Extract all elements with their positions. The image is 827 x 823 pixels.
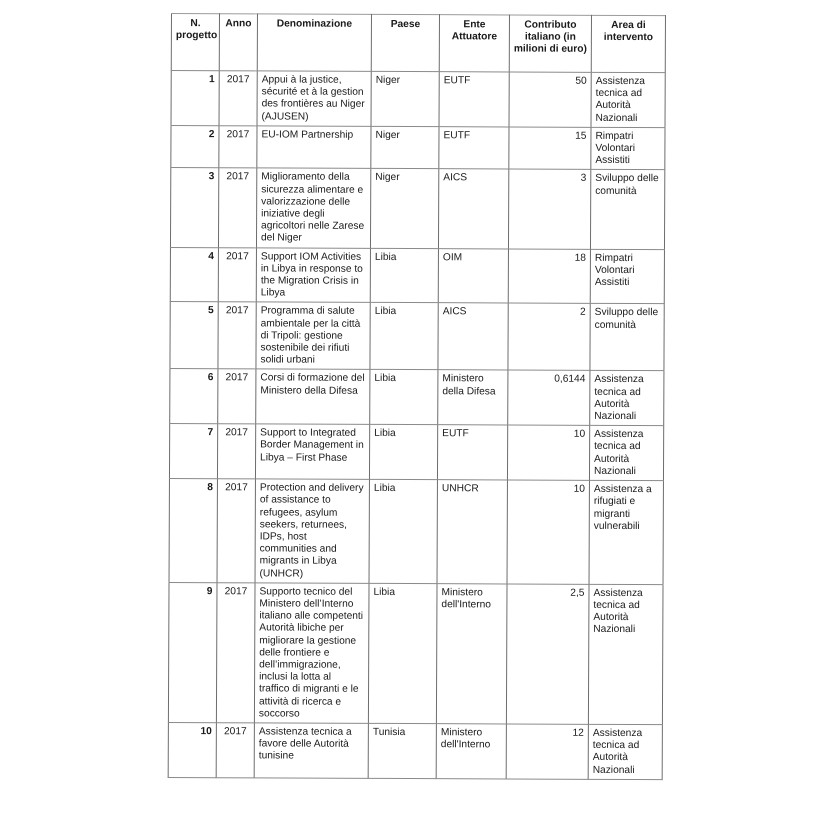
cell-name: Programma di salute ambientale per la città di Tripoli: gestione sostenibile dei rifiuti solidi urbani <box>256 302 370 370</box>
cell-num: 7 <box>169 424 217 479</box>
cell-contribution: 3 <box>508 169 590 249</box>
header-year: Anno <box>219 14 257 71</box>
cell-area: Assistenza tecnica ad Autorità Nazionali <box>591 72 665 127</box>
cell-name: Supporto tecnico del Ministero dell’Interno italiano alle competenti Autorità libiche per migliorare la gestione delle frontiere e dell’immigrazione, inclusi la lotta al traffico di migranti e le attività di ricerca e soccorso <box>254 583 369 724</box>
cell-contribution: 12 <box>506 724 588 779</box>
cell-num: 2 <box>171 125 219 168</box>
cell-area: Sviluppo delle comunità <box>590 304 664 371</box>
cell-year: 2017 <box>219 71 257 126</box>
table-row <box>170 302 664 371</box>
cell-entity: EUTF <box>439 126 509 169</box>
cell-entity: AICS <box>438 303 508 370</box>
cell-entity: OIM <box>438 248 508 303</box>
cell-country: Niger <box>370 169 438 249</box>
cell-contribution: 18 <box>508 249 590 304</box>
cell-num: 9 <box>168 582 217 722</box>
header-area: Area di intervento <box>591 15 665 72</box>
cell-year: 2017 <box>218 247 256 302</box>
cell-country: Libia <box>369 479 437 583</box>
header-country: Paese <box>371 14 439 71</box>
cell-contribution: 2 <box>508 303 590 370</box>
table-row <box>170 247 664 304</box>
cell-area: Assistenza tecnica ad Autorità Nazionali <box>588 724 662 779</box>
cell-year: 2017 <box>218 302 256 369</box>
header-num: N. progetto <box>171 14 219 71</box>
cell-name: Assistenza tecnica a favore delle Autorità tunisine <box>254 723 368 778</box>
cell-area: Sviluppo delle comunità <box>590 170 664 250</box>
cell-contribution: 50 <box>509 72 591 127</box>
cell-area: Assistenza tecnica ad Autorità Nazionali <box>588 584 663 725</box>
cell-entity: Ministero dell'Interno <box>436 583 507 724</box>
cell-num: 10 <box>168 722 216 777</box>
cell-entity: UNHCR <box>437 480 507 584</box>
cell-num: 1 <box>171 71 219 126</box>
table-row <box>168 722 662 779</box>
cell-area: Assistenza a rifugiati e migranti vulnerabili <box>589 480 663 584</box>
table-row <box>169 479 663 585</box>
cell-contribution: 0,6144 <box>508 370 590 425</box>
cell-name: Corsi di formazione del Ministero della Difesa <box>256 369 370 424</box>
header-row <box>171 14 665 73</box>
cell-entity: EUTF <box>437 425 507 480</box>
table-row <box>168 582 663 724</box>
cell-year: 2017 <box>216 723 254 778</box>
cell-area: Assistenza tecnica ad Autorità Nazionali <box>590 371 664 426</box>
cell-entity: Ministero della Difesa <box>438 370 508 425</box>
scanned-page <box>168 13 665 780</box>
cell-country: Libia <box>369 425 437 480</box>
cell-country: Libia <box>370 248 438 303</box>
cell-contribution: 10 <box>507 425 589 480</box>
cell-contribution: 2,5 <box>506 584 589 725</box>
cell-num: 5 <box>170 302 218 369</box>
cell-num: 3 <box>170 168 218 247</box>
header-entity: Ente Attuatore <box>439 15 509 72</box>
cell-year: 2017 <box>216 582 255 722</box>
cell-contribution: 10 <box>507 480 589 584</box>
cell-year: 2017 <box>217 424 255 479</box>
cell-country: Tunisia <box>368 723 436 778</box>
cell-contribution: 15 <box>509 127 591 170</box>
table-row <box>171 71 665 128</box>
cell-year: 2017 <box>219 126 257 169</box>
cell-country: Libia <box>368 583 437 724</box>
header-name: Denominazione <box>257 14 371 71</box>
table-row <box>169 424 663 481</box>
projects-table <box>168 13 666 780</box>
cell-entity: Ministero dell'Interno <box>436 724 506 779</box>
cell-year: 2017 <box>218 369 256 424</box>
cell-entity: EUTF <box>439 72 509 127</box>
cell-entity: AICS <box>438 169 508 249</box>
cell-year: 2017 <box>217 479 255 583</box>
cell-country: Niger <box>371 126 439 169</box>
header-contribution: Contributo italiano (in milioni di euro) <box>509 15 591 72</box>
cell-year: 2017 <box>218 168 256 247</box>
cell-country: Libia <box>370 370 438 425</box>
cell-num: 8 <box>169 479 217 583</box>
cell-area: Assistenza tecnica ad Autorità Nazionali <box>589 426 663 481</box>
cell-num: 6 <box>170 369 218 424</box>
cell-name: EU-IOM Partnership <box>257 126 371 169</box>
cell-area: Rimpatri Volontari Assistiti <box>590 249 664 304</box>
cell-name: Appui à la justice, sécurité et à la gestion des frontières au Niger (AJUSEN) <box>257 71 371 126</box>
cell-name: Support to Integrated Border Management in Libya – First Phase <box>255 424 369 479</box>
table-row <box>170 168 664 249</box>
cell-area: Rimpatri Volontari Assistiti <box>591 127 665 170</box>
cell-name: Protection and delivery of assistance to refugees, asylum seekers, returnees, IDPs, host communities and migrants in Libya (UNHCR) <box>255 479 369 583</box>
cell-name: Miglioramento della sicurezza alimentare e valorizzazione delle iniziative degli agricoltori nelle Zarese del Niger <box>256 168 370 248</box>
cell-name: Support IOM Activities in Libya in response to the Migration Crisis in Libya <box>256 248 370 303</box>
table-row <box>170 369 664 426</box>
cell-num: 4 <box>170 247 218 302</box>
cell-country: Niger <box>371 71 439 126</box>
cell-country: Libia <box>370 303 438 370</box>
table-row <box>171 125 665 170</box>
